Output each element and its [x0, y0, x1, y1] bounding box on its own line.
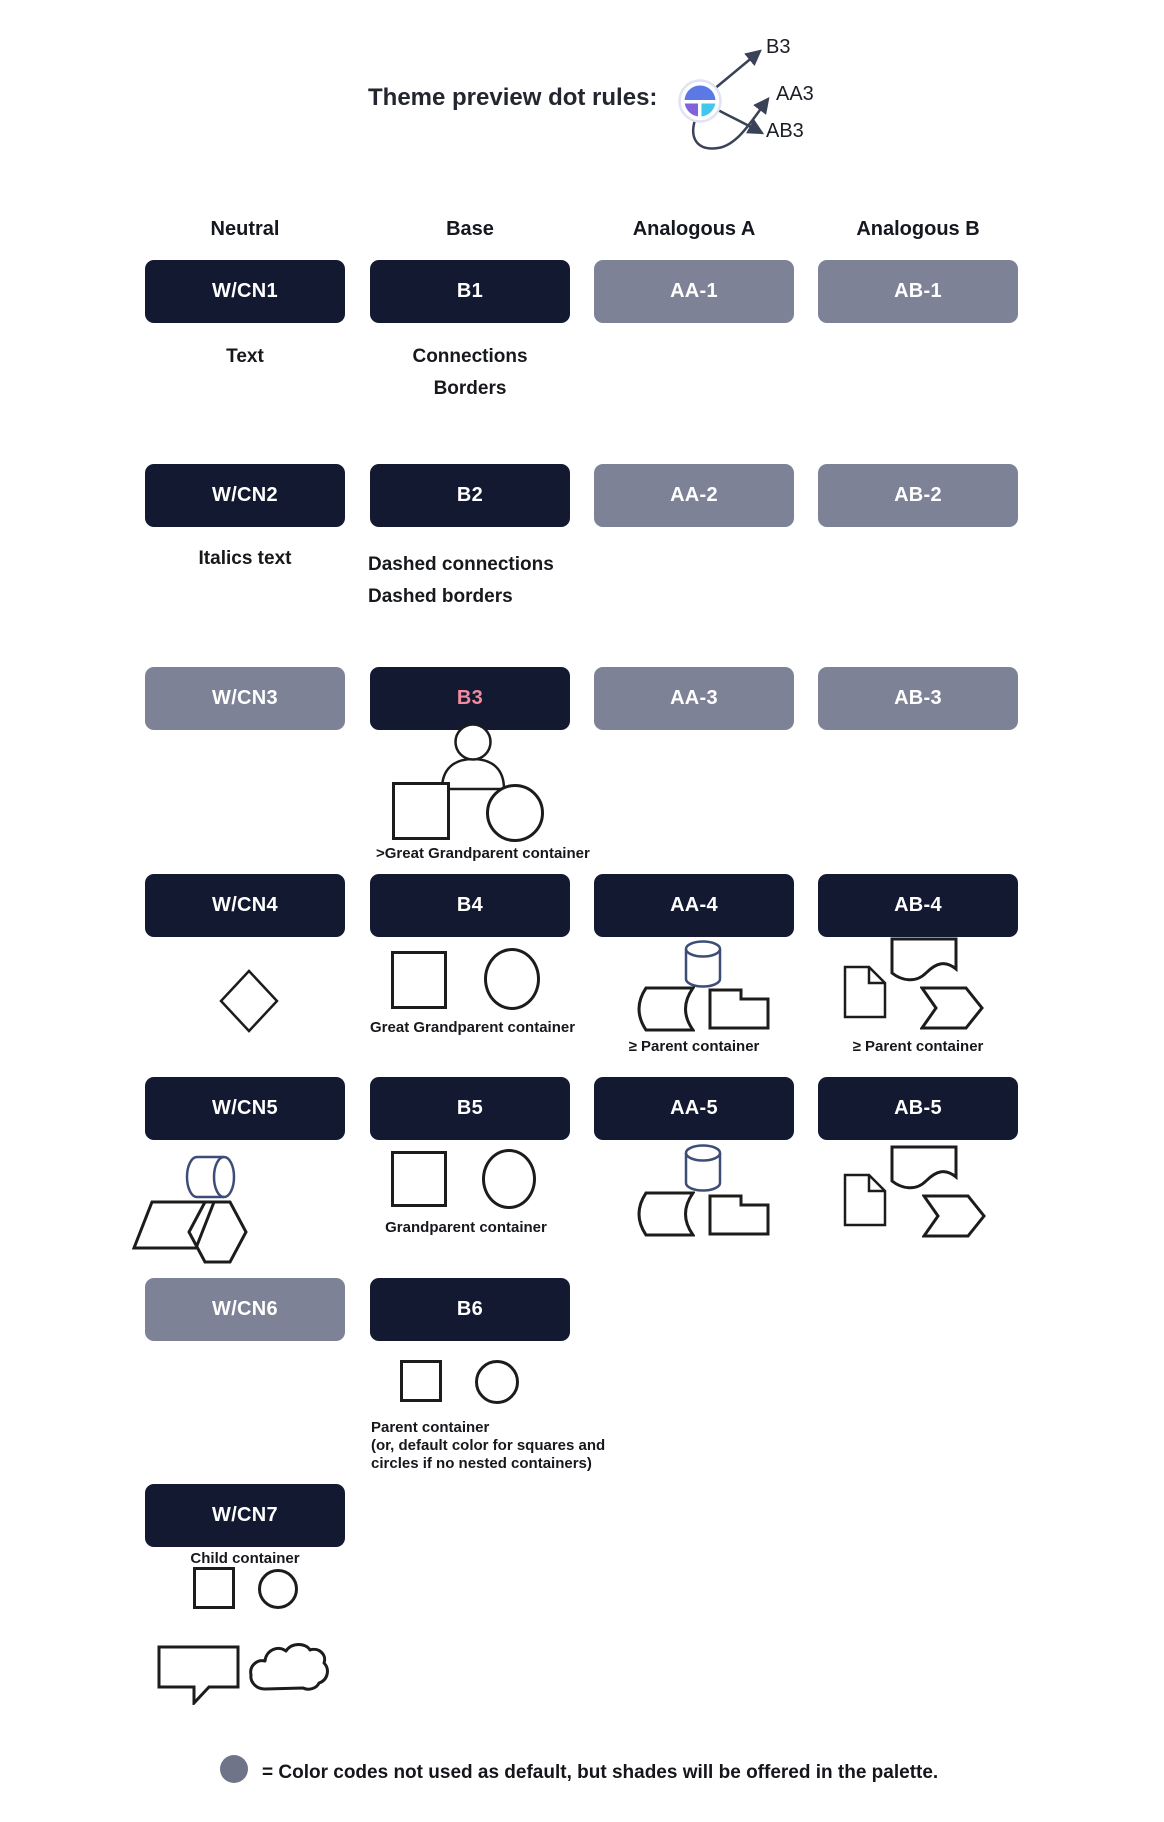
swatch-ab1[interactable]: AB-1: [818, 260, 1018, 323]
ellipse-shape: [482, 1149, 536, 1209]
page-title: Theme preview dot rules:: [368, 84, 658, 111]
swatch-aa2[interactable]: AA-2: [594, 464, 794, 527]
swatch-aa3[interactable]: AA-3: [594, 667, 794, 730]
dot-label-ab3: AB3: [766, 120, 804, 142]
note-connections: Connections: [412, 346, 528, 367]
note-parent-container: [371, 1419, 605, 1473]
note-dashed-connections: Dashed connections: [368, 554, 554, 575]
folder-shape: [708, 1194, 770, 1236]
swatch-ab4[interactable]: AB-4: [818, 874, 1018, 937]
dot-label-b3: B3: [766, 36, 791, 58]
note-parent-l2: (or, default color for squares and: [371, 1437, 606, 1454]
cloud-shape: [248, 1638, 334, 1696]
note-text: Text: [226, 346, 264, 367]
column-header-analogous-a: Analogous A: [632, 218, 756, 240]
swatch-aa5[interactable]: AA-5: [594, 1077, 794, 1140]
swatch-ab2[interactable]: AB-2: [818, 464, 1018, 527]
stored-data-shape: [631, 1191, 695, 1237]
hexagon-shape: [186, 1200, 248, 1264]
swatch-b4[interactable]: B4: [370, 874, 570, 937]
note-parent-l1: Parent container: [371, 1419, 490, 1436]
chevron-shape: [922, 1194, 986, 1238]
speech-bubble-shape: [157, 1645, 241, 1705]
wavy-document-shape: [890, 1145, 958, 1191]
swatch-aa4[interactable]: AA-4: [594, 874, 794, 937]
stored-data-shape: [631, 986, 695, 1032]
swatch-wcn5[interactable]: W/CN5: [145, 1077, 345, 1140]
label-aa4-parent: ≥ Parent container: [628, 1038, 760, 1055]
label-child-container: Child container: [190, 1550, 300, 1567]
horizontal-cylinder-icon: [183, 1155, 237, 1199]
chevron-shape: [920, 986, 984, 1030]
diamond-shape: [218, 968, 280, 1034]
folder-shape: [708, 988, 770, 1030]
swatch-b5[interactable]: B5: [370, 1077, 570, 1140]
cylinder-icon: [683, 1143, 723, 1193]
swatch-b2[interactable]: B2: [370, 464, 570, 527]
arrow-to-ab3: [716, 109, 762, 133]
page-folded-corner-shape: [843, 1173, 887, 1227]
column-header-neutral: Neutral: [210, 218, 280, 240]
square-shape: [400, 1360, 442, 1402]
cylinder-icon: [683, 939, 723, 989]
legend-gray-dot: [220, 1755, 248, 1783]
note-dashed-borders: Dashed borders: [368, 586, 513, 607]
swatch-wcn7[interactable]: W/CN7: [145, 1484, 345, 1547]
swatch-wcn6[interactable]: W/CN6: [145, 1278, 345, 1341]
label-grandparent: Grandparent container: [385, 1219, 547, 1236]
wavy-document-shape: [890, 937, 958, 983]
swatch-wcn4[interactable]: W/CN4: [145, 874, 345, 937]
swatch-b3[interactable]: B3: [370, 667, 570, 730]
swatch-ab5[interactable]: AB-5: [818, 1077, 1018, 1140]
swatch-wcn1[interactable]: W/CN1: [145, 260, 345, 323]
note-parent-l3: circles if no nested containers): [371, 1455, 592, 1472]
square-shape: [391, 1151, 447, 1207]
circle-shape: [258, 1569, 298, 1609]
label-great-grandparent: Great Grandparent container: [370, 1019, 576, 1036]
column-header-base: Base: [446, 218, 494, 240]
note-italics-text: Italics text: [198, 548, 292, 569]
circle-shape: [475, 1360, 519, 1404]
ellipse-shape: [484, 948, 540, 1010]
page-folded-corner-shape: [843, 965, 887, 1019]
legend-text: = Color codes not used as default, but shades will be offered in the palette.: [262, 1762, 939, 1783]
note-connections-borders: [370, 341, 570, 405]
swatch-ab3[interactable]: AB-3: [818, 667, 1018, 730]
circle-shape: [486, 784, 544, 842]
column-header-analogous-b: Analogous B: [856, 218, 980, 240]
swatch-b1[interactable]: B1: [370, 260, 570, 323]
swatch-aa1[interactable]: AA-1: [594, 260, 794, 323]
swatch-b6[interactable]: B6: [370, 1278, 570, 1341]
square-shape: [392, 782, 450, 840]
arrow-to-b3: [713, 51, 760, 90]
label-great-grandparent-gt: >Great Grandparent container: [376, 845, 590, 862]
note-borders: Borders: [433, 378, 507, 399]
dot-label-aa3: AA3: [776, 83, 814, 105]
square-shape: [391, 951, 447, 1009]
swatch-wcn3[interactable]: W/CN3: [145, 667, 345, 730]
note-dashed: [368, 549, 554, 613]
square-shape: [193, 1567, 235, 1609]
swatch-wcn2[interactable]: W/CN2: [145, 464, 345, 527]
label-ab4-parent: ≥ Parent container: [852, 1038, 984, 1055]
